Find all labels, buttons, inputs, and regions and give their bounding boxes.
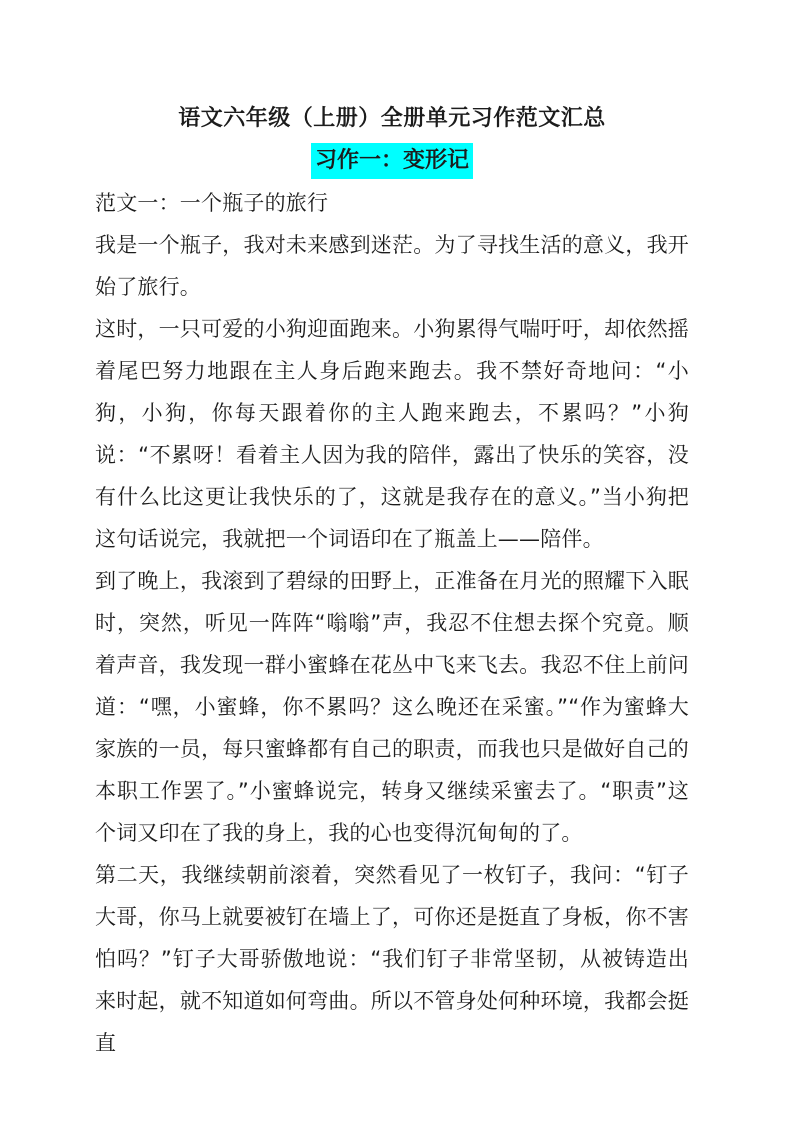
- paragraphs: [95, 224, 689, 1064]
- paragraph: 到了晚上，我滚到了碧绿的田野上，正准备在月光的照耀下入眠时，突然，听见一阵阵“嗡嗡”声，我忍不住想去探个究竟。顺着声音，我发现一群小蜜蜂在花丛中飞来飞去。我忍不住上前问道：“嘿，小蜜蜂，你不累吗？这么晚还在采蜜。”“作为蜜蜂大家族的一员，每只蜜蜂都有自己的职责，而我也只是做好自己的本职工作罢了。”小蜜蜂说完，转身又继续采蜜去了。“职责”这个词又印在了我的身上，我的心也变得沉甸甸的了。: [95, 569, 689, 845]
- document-body: [95, 182, 689, 1064]
- paragraph: 我是一个瓶子，我对未来感到迷茫。为了寻找生活的意义，我开始了旅行。: [95, 233, 689, 299]
- section-heading-highlight: 习作一：变形记: [311, 143, 473, 179]
- essay-subheading: 范文一：一个瓶子的旅行: [95, 191, 329, 215]
- paragraph: 第二天，我继续朝前滚着，突然看见了一枚钉子，我问：“钉子大哥，你马上就要被钉在墙上了，可你还是挺直了身板，你不害怕吗？”钉子大哥骄傲地说：“我们钉子非常坚韧，从被铸造出来时起，就不知道如何弯曲。所以不管身处何种环境，我都会挺直: [95, 863, 689, 1055]
- section-heading: [95, 140, 689, 182]
- paragraph: 这时，一只可爱的小狗迎面跑来。小狗累得气喘吁吁，却依然摇着尾巴努力地跟在主人身后跑来跑去。我不禁好奇地问：“小狗，小狗，你每天跟着你的主人跑来跑去，不累吗？”小狗说：“不累呀！看着主人因为我的陪伴，露出了快乐的笑容，没有什么比这更让我快乐的了，这就是我存在的意义。”当小狗把这句话说完，我就把一个词语印在了瓶盖上——陪伴。: [95, 317, 689, 551]
- document-title: 语文六年级（上册）全册单元习作范文汇总: [178, 106, 606, 131]
